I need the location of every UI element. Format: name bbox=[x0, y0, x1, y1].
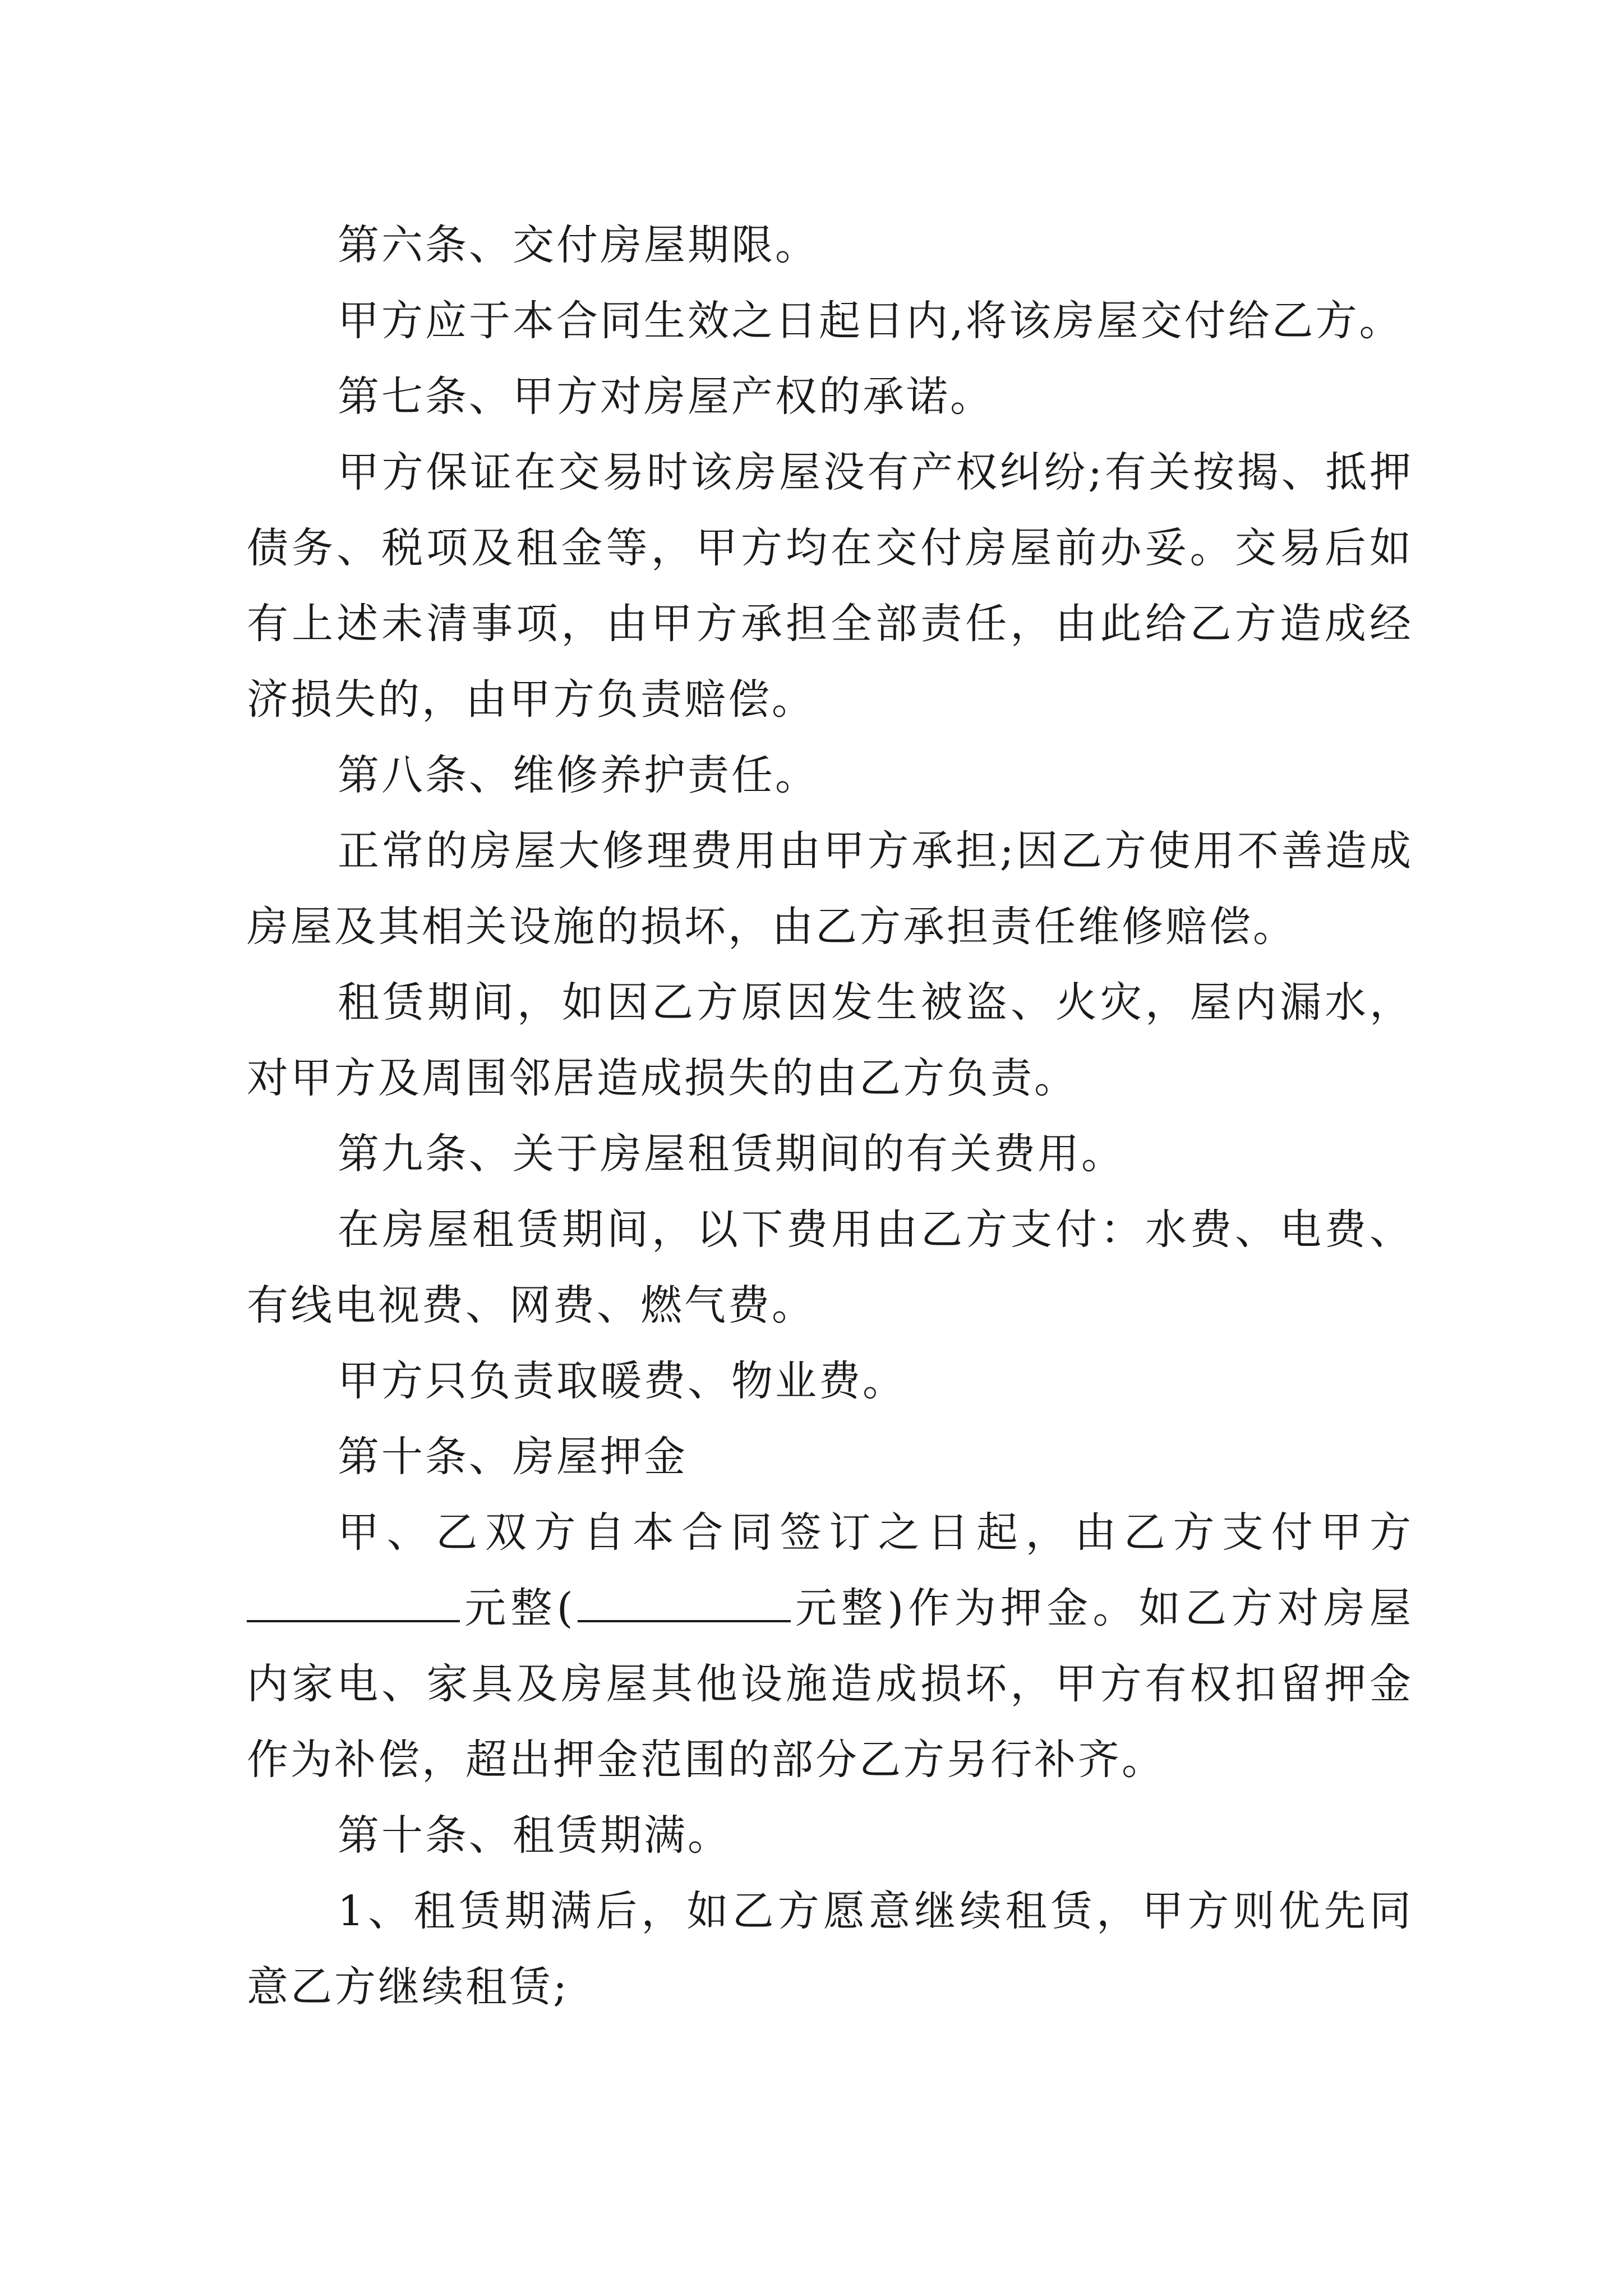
deposit-intro: 甲、乙双方自本合同签订之日起，由乙方支付甲方 bbox=[338, 1508, 1413, 1557]
section-7-text: 甲方保证在交易时该房屋没有产权纠纷;有关按揭、抵押债务、税项及租金等，甲方均在交付房屋前办妥。交易后如有上述未清事项，由甲方承担全部责任，由此给乙方造成经济损失的，由甲方负责赔偿。 bbox=[247, 448, 1413, 724]
section-9-text-2: 甲方只负责取暖费、物业费。 bbox=[338, 1357, 906, 1405]
deposit-amount-uppercase-blank bbox=[578, 1585, 791, 1622]
deposit-paragraph bbox=[247, 1495, 1413, 1798]
section-lease-end-heading: 第十条、租赁期满。 bbox=[338, 1811, 731, 1860]
deposit-amount-blank bbox=[247, 1585, 460, 1622]
lease-end-item-1: 1、租赁期满后，如乙方愿意继续租赁，甲方则优先同意乙方继续租赁; bbox=[247, 1887, 1413, 2011]
deposit-unit-1: 元整( bbox=[462, 1584, 575, 1632]
section-6-text: 甲方应于本合同生效之日起日内,将该房屋交付给乙方。 bbox=[338, 297, 1403, 345]
section-7-heading: 第七条、甲方对房屋产权的承诺。 bbox=[338, 372, 994, 421]
document-body bbox=[247, 208, 1413, 2025]
section-9-text-1: 在房屋租赁期间，以下费用由乙方支付：水费、电费、有线电视费、网费、燃气费。 bbox=[247, 1205, 1413, 1329]
section-8-text-2: 租赁期间，如因乙方原因发生被盗、火灾，屋内漏水，对甲方及周围邻居造成损失的由乙方负责。 bbox=[247, 978, 1413, 1102]
section-10-heading: 第十条、房屋押金 bbox=[338, 1433, 688, 1481]
section-8-heading: 第八条、维修养护责任。 bbox=[338, 751, 819, 799]
section-6-heading: 第六条、交付房屋期限。 bbox=[338, 221, 819, 269]
section-9-heading: 第九条、关于房屋租赁期间的有关费用。 bbox=[338, 1130, 1125, 1178]
section-8-text-1: 正常的房屋大修理费用由甲方承担;因乙方使用不善造成房屋及其相关设施的损坏，由乙方承担责任维修赔偿。 bbox=[247, 827, 1413, 951]
deposit-unit-2: 元整)作为押金。如乙方对房屋内家电、家具及房屋其他设施造成损坏，甲方有权扣留押金作为补偿，超出押金范围的部分乙方另行补齐。 bbox=[247, 1584, 1413, 1784]
